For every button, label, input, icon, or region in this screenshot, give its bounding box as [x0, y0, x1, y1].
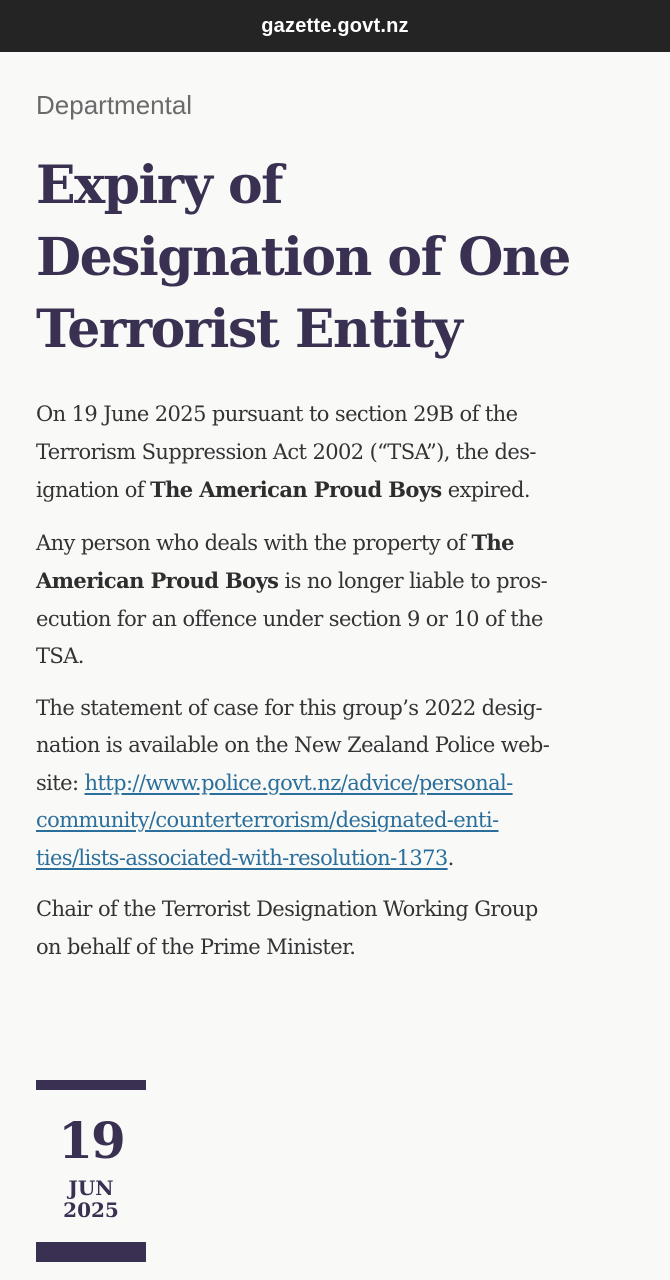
url-text[interactable]: gazette.govt.nz: [261, 14, 409, 37]
text-line: [36, 765, 636, 803]
police-website-link[interactable]: ties/lists-associated-with-resolution-1373: [36, 845, 448, 870]
text-line: ecution for an offence under section 9 or 10 of the: [36, 606, 543, 631]
notice-body: [36, 396, 636, 966]
text-span: expired.: [441, 478, 530, 502]
text-line: TSA.: [36, 644, 84, 668]
text-line: The statement of case for this group’s 2022 desig-: [36, 695, 542, 720]
police-website-link[interactable]: http://www.police.govt.nz/advice/personal-: [84, 770, 513, 795]
browser-address-bar[interactable]: [0, 0, 670, 52]
text-line: [36, 524, 636, 563]
text-line: [36, 840, 636, 878]
paragraph-signatory: [36, 891, 636, 966]
police-website-link[interactable]: community/counterterrorism/designated-enti-: [36, 808, 499, 832]
date-day: 19: [58, 1111, 124, 1170]
text-span: site:: [36, 770, 85, 795]
text-line: on behalf of the Prime Minister.: [36, 934, 356, 959]
paragraph-liability: [36, 524, 636, 676]
text-line: On 19 June 2025 pursuant to section 29B of the: [36, 402, 518, 426]
paragraph-designation: [36, 396, 636, 510]
text-span: ignation of: [36, 478, 151, 502]
entity-name: The American Proud Boys: [150, 477, 442, 502]
paragraph-statement-of-case: [36, 690, 636, 878]
text-line: nation is available on the New Zealand Police web-: [36, 733, 550, 757]
entity-name: The: [471, 529, 514, 555]
date-bottom-bar: [36, 1242, 146, 1262]
text-line: Chair of the Terrorist Designation Working Group: [36, 897, 538, 921]
text-line: [36, 471, 636, 510]
text-line: [36, 802, 636, 840]
date-top-bar: [36, 1080, 146, 1090]
text-span: is no longer liable to pros-: [278, 569, 548, 593]
date-month: JUN: [68, 1176, 114, 1200]
date-year: 2025: [63, 1198, 119, 1222]
text-span: Any person who deals with the property of: [36, 530, 472, 555]
notice-category: Departmental: [36, 90, 193, 120]
notice-title: Expiry of Designation of One Terrorist Entity: [36, 155, 570, 360]
text-line: Terrorism Suppression Act 2002 (“TSA”), the des-: [36, 439, 536, 464]
text-line: [36, 562, 636, 601]
entity-name: American Proud Boys: [36, 568, 279, 593]
text-span: .: [447, 845, 454, 870]
